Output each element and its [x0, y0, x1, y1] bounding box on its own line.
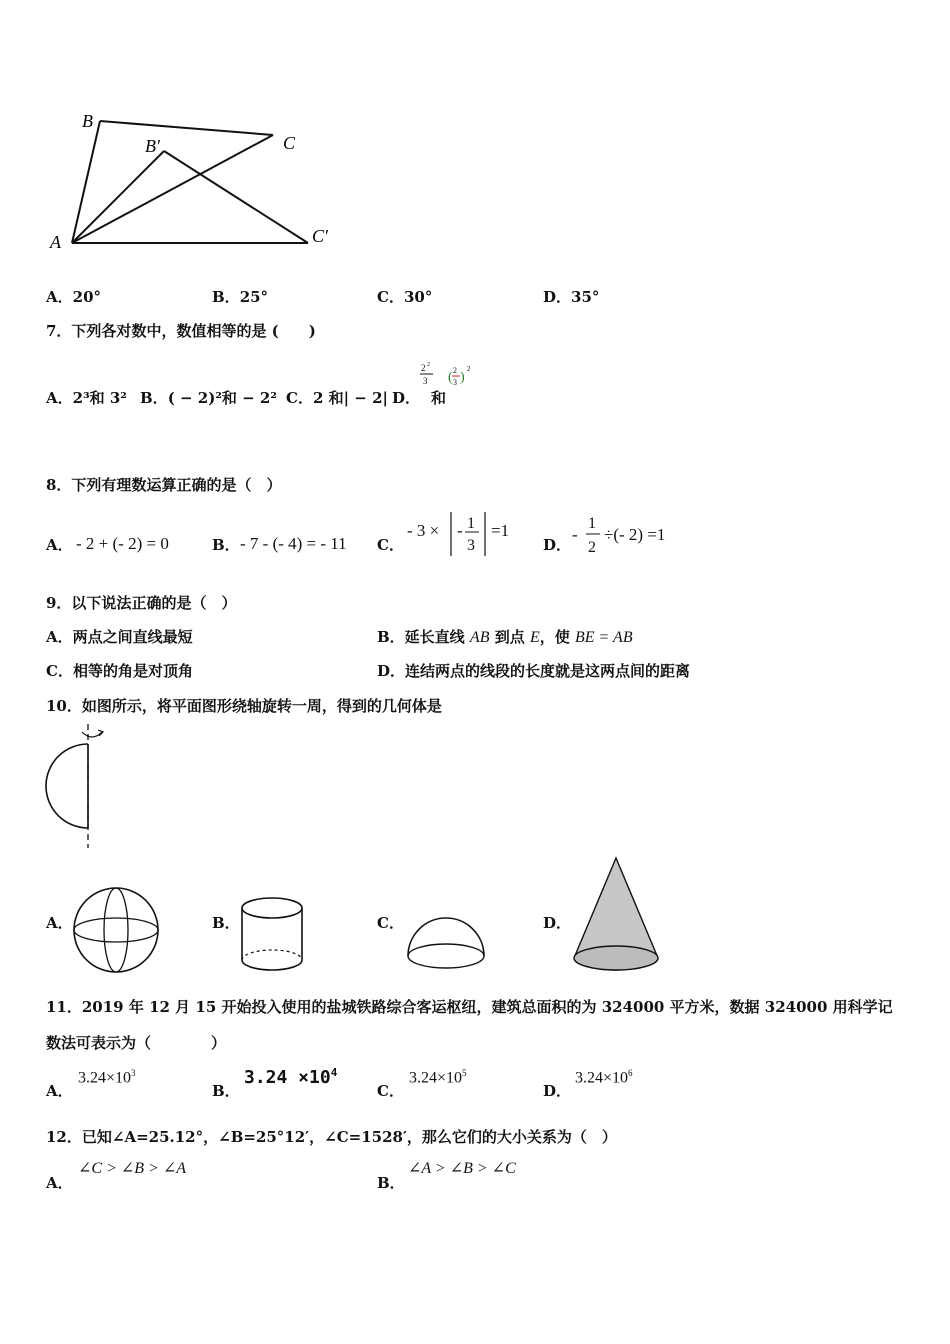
q6-triangle-figure: [40, 105, 340, 255]
q8-stem: 8．下列有理数运算正确的是（ ）: [46, 476, 282, 494]
q11-option-b-value: $3.24 \times 10^4$: [244, 1066, 338, 1088]
q9-option-a[interactable]: A．两点之间直线最短: [46, 628, 193, 646]
q8-option-a-expr: [74, 530, 194, 556]
q12-option-b[interactable]: B．: [377, 1174, 405, 1192]
svg-text:-: -: [457, 521, 463, 540]
q11-option-b[interactable]: B．: [212, 1082, 240, 1100]
label-B: B: [82, 111, 93, 131]
q8-option-d[interactable]: D．: [543, 536, 572, 554]
q11-option-a-value: $3.24\times 10^3$: [78, 1068, 136, 1087]
label-C: C: [283, 133, 296, 153]
q11-option-c[interactable]: C．: [377, 1082, 404, 1100]
q6-option-b[interactable]: B．25°: [212, 288, 269, 306]
label-C-prime: C′: [312, 226, 328, 246]
q10-stem: 10．如图所示，将平面图形绕轴旋转一周，得到的几何体是: [46, 697, 442, 715]
q8-option-d-expr: [570, 510, 690, 560]
q11-stem-line2: 数法可表示为（ ）: [46, 1034, 227, 1052]
q9-stem: 9．以下说法正确的是（ ）: [46, 594, 237, 612]
q7-option-d[interactable]: D．: [392, 389, 421, 407]
q12-option-b-expr: ∠A > ∠B > ∠C: [408, 1160, 516, 1177]
q10-hemisphere-icon: [404, 916, 488, 974]
svg-text:-: -: [572, 525, 578, 544]
svg-text:=1: =1: [491, 521, 510, 540]
segment-AB-prime: [72, 151, 164, 243]
q9-option-b[interactable]: B．延长直线 AB 到点 E，使 BE = AB: [377, 628, 633, 646]
svg-text:2: 2: [427, 362, 430, 368]
q7-stem: 7．下列各对数中，数值相等的是 ( ): [46, 322, 316, 340]
svg-text:- 7 - (- 4) = - 11: - 7 - (- 4) = - 11: [240, 534, 347, 553]
q10-option-b[interactable]: B．: [212, 914, 240, 932]
q10-option-d[interactable]: D．: [543, 914, 572, 932]
svg-text:2: 2: [467, 365, 471, 373]
q7-option-a[interactable]: A．2³和 3²: [46, 389, 127, 407]
q11-option-d[interactable]: D．: [543, 1082, 572, 1100]
q7-option-d-math: [418, 360, 478, 396]
q12-option-a[interactable]: A．: [46, 1174, 73, 1192]
q6-option-c[interactable]: C．30°: [377, 288, 433, 306]
q11-stem-line1: 11．2019 年 12 月 15 开始投入使用的盐城铁路综合客运枢纽，建筑总面积的为 324000 平方米，数据 324000 用科学记: [46, 998, 893, 1016]
segment-AB: [72, 121, 100, 243]
svg-text:3: 3: [467, 537, 475, 554]
q10-cylinder-icon: [236, 894, 308, 974]
q7-option-d-text: 和: [431, 389, 447, 407]
svg-text:1: 1: [588, 515, 596, 532]
svg-text:1: 1: [467, 515, 475, 532]
q9-option-c[interactable]: C．相等的角是对顶角: [46, 662, 193, 680]
q10-plane-figure: [40, 722, 120, 852]
svg-text:- 3 ×: - 3 ×: [407, 521, 440, 540]
svg-text:2: 2: [421, 363, 426, 373]
q10-cone-icon: [568, 854, 664, 976]
q10-sphere-icon: [70, 884, 162, 976]
svg-text:- 2 + (- 2) = 0: - 2 + (- 2) = 0: [76, 534, 169, 553]
q6-option-d[interactable]: D．35°: [543, 288, 600, 306]
q7-option-c[interactable]: C．2 和| − 2|: [286, 389, 388, 407]
svg-text:2: 2: [453, 366, 457, 375]
segment-B-prime-C-prime: [164, 151, 308, 243]
svg-text:): ): [460, 370, 465, 385]
q12-stem: 12．已知∠A=25.12°，∠B=25°12′，∠C=1528′，那么它们的大小关系为（ ）: [46, 1128, 617, 1146]
q8-option-c-expr: [405, 508, 525, 560]
q8-option-a[interactable]: A．: [46, 536, 73, 554]
segment-AC: [72, 135, 273, 243]
q8-option-c[interactable]: C．: [377, 536, 404, 554]
q12-option-a-expr: ∠C > ∠B > ∠A: [78, 1160, 187, 1177]
q7-option-b[interactable]: B．( − 2)²和 − 2²: [140, 389, 277, 407]
q11-option-c-value: $3.24\times 10^5$: [409, 1068, 467, 1087]
segment-BC: [100, 121, 273, 135]
q8-option-b-expr: [238, 530, 373, 556]
svg-text:3: 3: [423, 376, 428, 386]
label-B-prime: B′: [145, 136, 160, 156]
q11-option-d-value: $3.24\times 10^6$: [575, 1068, 633, 1087]
q8-option-b[interactable]: B．: [212, 536, 240, 554]
svg-text:(: (: [448, 370, 453, 385]
svg-text:3: 3: [453, 378, 457, 387]
q10-option-a[interactable]: A．: [46, 914, 73, 932]
svg-text:÷(- 2) =1: ÷(- 2) =1: [604, 525, 666, 544]
q11-option-a[interactable]: A．: [46, 1082, 73, 1100]
label-A: A: [50, 232, 61, 252]
svg-text:2: 2: [588, 539, 596, 556]
q9-option-d[interactable]: D．连结两点的线段的长度就是这两点间的距离: [377, 662, 691, 680]
q6-option-a[interactable]: A．20°: [46, 288, 102, 306]
q10-option-c[interactable]: C．: [377, 914, 404, 932]
